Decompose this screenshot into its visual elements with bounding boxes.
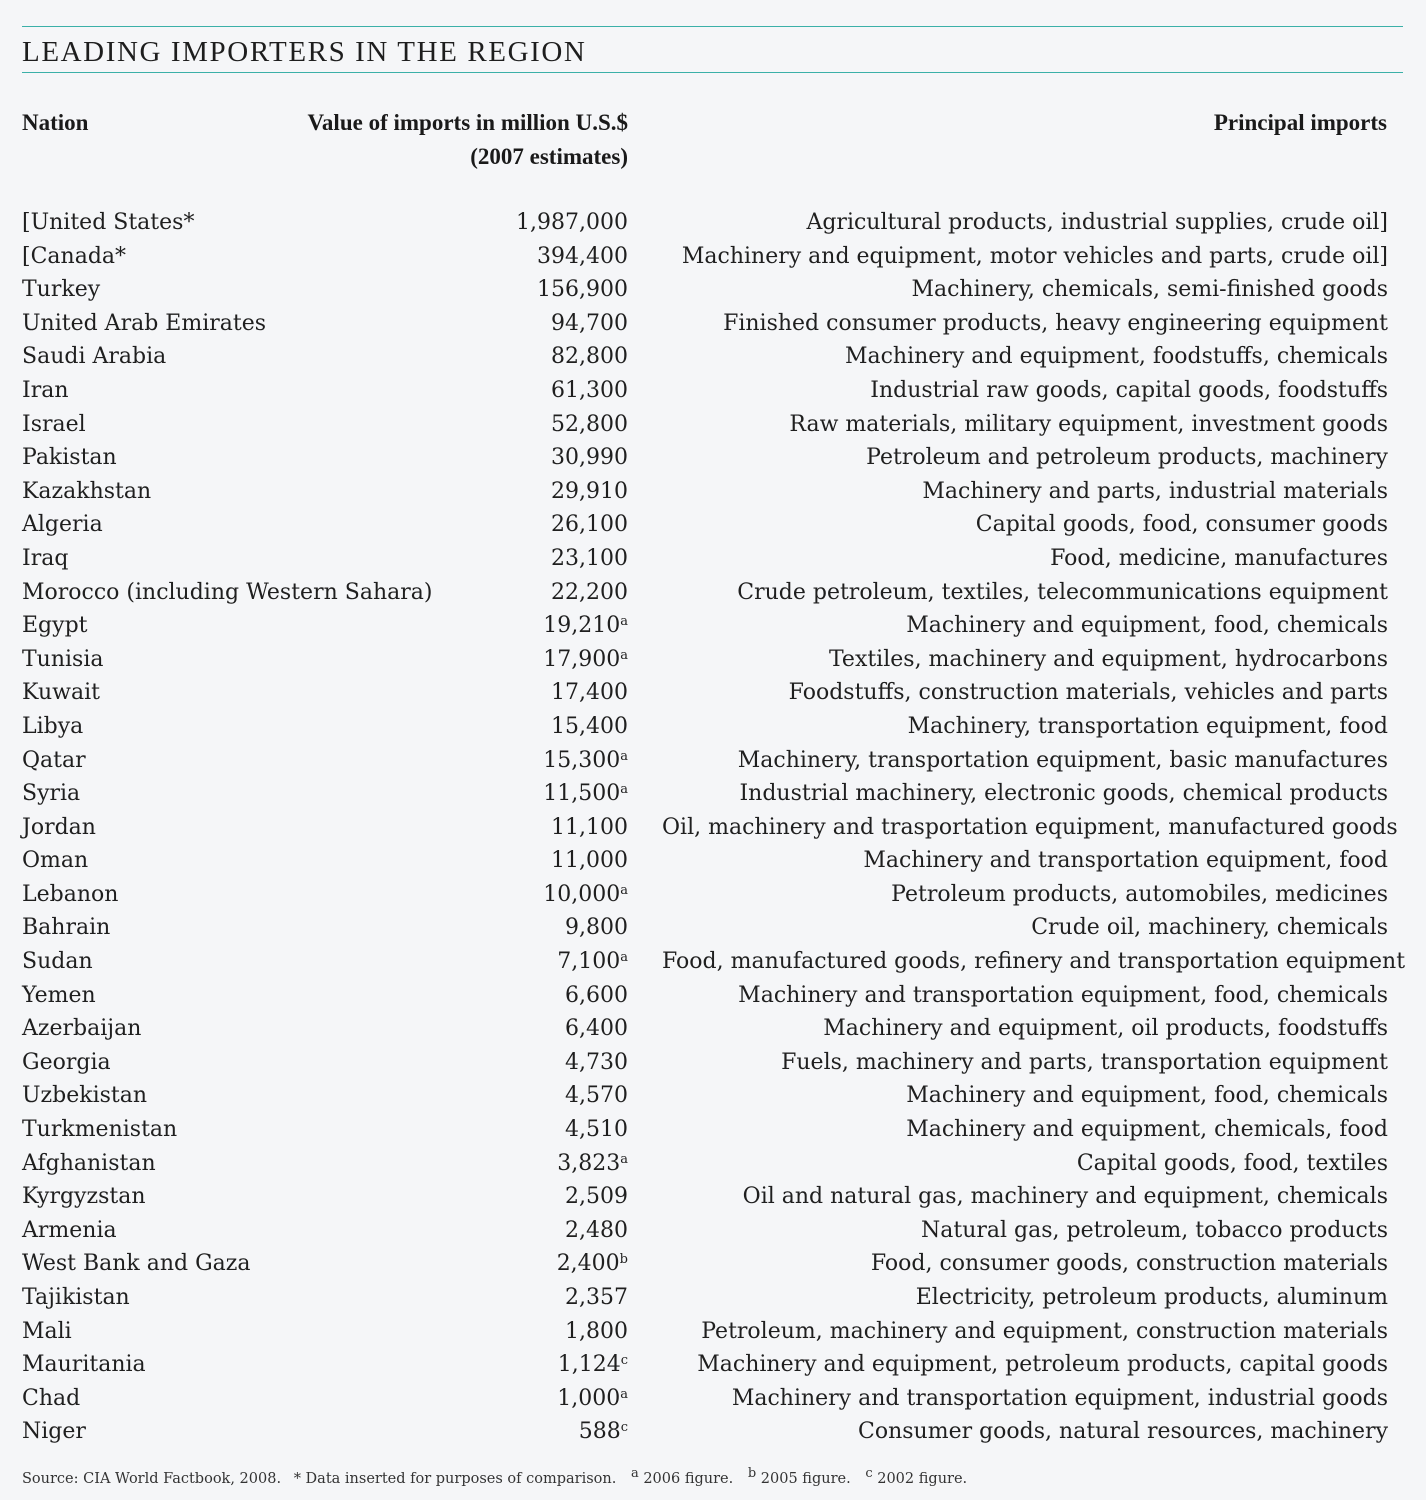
cell-value-number: 4,570 [565,1083,628,1109]
table-row [22,744,1388,778]
cell-value [322,1214,628,1248]
cell-value-number: 1,800 [565,1318,628,1344]
cell-value [322,878,628,912]
table-row [22,576,1388,610]
header-value [200,106,628,174]
cell-principal-imports: Industrial raw goods, capital goods, foodstuffs [870,377,1388,403]
cell-principal-imports: Capital goods, food, consumer goods [975,512,1388,538]
cell-principal-imports: Textiles, machinery and equipment, hydrocarbons [828,646,1388,672]
cell-nation: West Bank and Gaza [22,1251,251,1277]
cell-value-number: 156,900 [537,277,628,303]
cell-nation: Kuwait [22,680,100,706]
table-row [22,1214,1388,1248]
cell-value-number: 17,900 [543,646,621,672]
cell-value-number: 52,800 [551,411,628,437]
cell-value [322,643,628,677]
cell-nation: Egypt [22,613,88,639]
footnote-marker: a [620,614,628,630]
cell-value [322,273,628,307]
cell-principal-imports: Agricultural products, industrial supplies, crude oil] [806,210,1388,235]
cell-value-number: 61,300 [551,377,628,403]
cell-nation: Kyrgyzstan [22,1184,146,1210]
cell-value [322,475,628,509]
cell-value [322,206,628,240]
cell-nation: Libya [22,713,84,739]
cell-value-number: 394,400 [537,243,628,269]
table-row [22,811,1398,845]
cell-nation: Sudan [22,949,93,975]
cell-value-number: 23,100 [551,545,628,571]
cell-principal-imports: Fuels, machinery and parts, transportation equipment [781,1049,1388,1075]
cell-nation: Armenia [22,1217,117,1243]
cell-value [322,710,628,744]
footnote-marker: c [620,1420,628,1436]
cell-value-number: 9,800 [565,915,628,941]
cell-value-number: 29,910 [551,478,628,504]
cell-value-number: 19,210 [543,613,621,639]
cell-principal-imports: Machinery and equipment, oil products, foodstuffs [823,1016,1388,1042]
cell-nation: Oman [22,848,89,874]
cell-value [322,1147,628,1181]
cell-principal-imports: Machinery and equipment, chemicals, food [906,1117,1388,1143]
cell-principal-imports: Consumer goods, natural resources, machinery [858,1419,1388,1445]
cell-value [322,744,628,778]
cell-value-number: 2,480 [565,1217,628,1243]
cell-nation: Tunisia [22,646,104,672]
cell-value [322,777,628,811]
cell-value-number: 11,100 [551,814,628,840]
cell-nation: Chad [22,1385,81,1411]
cell-value [322,1012,628,1046]
cell-principal-imports: Petroleum, machinery and equipment, construction materials [701,1318,1388,1344]
cell-nation: Lebanon [22,881,119,907]
cell-nation: United Arab Emirates [22,310,267,336]
cell-principal-imports: Food, consumer goods, construction materials [870,1251,1388,1277]
cell-value [322,945,628,979]
cell-value-number: 2,357 [565,1285,628,1310]
table-row [22,643,1388,677]
cell-nation: Uzbekistan [22,1083,148,1109]
cell-value [322,1046,628,1080]
cell-value-number: 4,510 [565,1117,628,1143]
footnote-mark-c: c [865,1466,873,1481]
footnote-marker: a [620,1151,628,1167]
table-row [22,273,1388,307]
cell-nation: Kazakhstan [22,478,152,504]
cell-nation: Algeria [22,512,103,538]
cell-principal-imports: Machinery and equipment, motor vehicles and parts, crude oil] [681,243,1388,269]
footnote-marker: a [620,1386,628,1402]
cell-value [322,408,628,442]
cell-value [322,979,628,1013]
header-nation: Nation [22,110,89,135]
cell-principal-imports: Capital goods, food, textiles [1076,1150,1388,1176]
table-row [22,609,1388,643]
table-row [22,1247,1388,1281]
cell-principal-imports: Machinery and transportation equipment, food, chemicals [738,982,1388,1008]
cell-nation: Iraq [22,545,69,571]
cell-principal-imports: Petroleum and petroleum products, machinery [866,445,1388,471]
table-row [22,911,1388,945]
cell-value [322,576,628,610]
cell-value-number: 7,100 [557,949,621,975]
cell-value [322,508,628,542]
cell-value-number: 1,987,000 [516,210,628,235]
table-row [22,307,1388,341]
cell-principal-imports: Machinery and equipment, food, chemicals [906,1083,1388,1109]
cell-value [322,441,628,475]
table-row [22,1113,1388,1147]
footnote-text-b: 2005 figure. [760,1471,851,1487]
title-bottom-rule [22,72,1403,73]
cell-value-number: 1,124 [557,1352,621,1378]
table-row [22,1315,1388,1349]
cell-value-number: 4,730 [565,1049,628,1075]
cell-principal-imports: Food, medicine, manufactures [1050,545,1388,571]
cell-value-number: 6,400 [565,1016,628,1042]
cell-nation: Mali [22,1318,72,1344]
cell-value-number: 10,000 [543,881,621,907]
cell-nation: [Canada* [22,243,127,269]
footnote-marker: a [620,647,628,663]
cell-value [322,911,628,945]
header-value-line2: (2007 estimates) [470,144,628,169]
cell-principal-imports: Machinery, transportation equipment, basic manufactures [737,747,1388,773]
table-row [22,542,1388,576]
cell-principal-imports: Machinery and parts, industrial materials [922,478,1388,504]
cell-value [322,609,628,643]
cell-value [322,1180,628,1214]
cell-value [322,307,628,341]
footer-asterisk-note: * Data inserted for purposes of comparison. [293,1471,617,1487]
header-principal-imports: Principal imports [1213,110,1387,135]
cell-nation: Iran [22,377,69,403]
table-row [22,844,1388,878]
table-row [22,945,1406,979]
cell-nation: Jordan [22,814,96,840]
cell-nation: Yemen [22,982,96,1008]
table-row [22,1079,1388,1113]
footnote-mark-b: b [747,1466,757,1481]
cell-value-number: 11,500 [543,781,621,807]
cell-value [322,340,628,374]
cell-nation: Bahrain [22,915,111,941]
cell-value [322,1281,628,1315]
table-row [22,1415,1388,1449]
cell-value-number: 588 [578,1419,621,1445]
cell-principal-imports: Machinery and equipment, food, chemicals [906,613,1388,639]
table-row [22,374,1388,408]
table-row [22,1012,1388,1046]
table-row [22,240,1388,274]
footer-source: Source: CIA World Factbook, 2008. [22,1471,282,1487]
cell-nation: Niger [22,1419,86,1445]
table-footer [22,1466,967,1487]
cell-nation: Morocco (including Western Sahara) [22,579,433,605]
table-row [22,710,1388,744]
cell-value [322,240,628,274]
cell-value-number: 94,700 [551,310,628,336]
cell-value-number: 2,509 [565,1184,628,1210]
cell-principal-imports: Machinery and transportation equipment, industrial goods [731,1385,1388,1411]
cell-nation: Turkmenistan [22,1117,178,1143]
footnote-text-a: 2006 figure. [643,1471,734,1487]
cell-principal-imports: Foodstuffs, construction materials, vehicles and parts [788,680,1388,706]
cell-principal-imports: Electricity, petroleum products, aluminum [915,1285,1388,1310]
header-value-line1: Value of imports in million U.S.$ [307,110,628,135]
cell-value-number: 15,400 [551,713,628,739]
cell-principal-imports: Oil and natural gas, machinery and equipment, chemicals [742,1184,1388,1210]
cell-principal-imports: Raw materials, military equipment, investment goods [789,411,1388,437]
cell-value-number: 26,100 [551,512,628,538]
cell-nation: Pakistan [22,445,117,471]
table-row [22,441,1388,475]
cell-nation: [United States* [22,210,195,235]
table-row [22,1147,1388,1181]
cell-principal-imports: Finished consumer products, heavy engineering equipment [723,310,1388,336]
table-row [22,777,1388,811]
page-title: LEADING IMPORTERS IN THE REGION [22,36,587,68]
cell-value [322,1247,628,1281]
cell-nation: Syria [22,781,81,807]
importers-table-body [22,206,1406,1449]
table-row [22,1348,1388,1382]
cell-value-number: 82,800 [551,344,628,370]
cell-principal-imports: Machinery and transportation equipment, food [863,848,1388,874]
cell-value-number: 15,300 [543,747,621,773]
cell-principal-imports: Machinery, chemicals, semi-finished goods [911,277,1388,303]
cell-value-number: 22,200 [551,579,628,605]
cell-nation: Mauritania [22,1352,146,1378]
cell-value [322,811,628,845]
cell-nation: Afghanistan [22,1150,156,1176]
cell-value-number: 2,400 [556,1251,620,1277]
table-row [22,1382,1388,1416]
cell-value-number: 6,600 [565,982,628,1008]
cell-nation: Saudi Arabia [22,344,167,370]
cell-principal-imports: Natural gas, petroleum, tobacco products [920,1217,1388,1243]
cell-principal-imports: Oil, machinery and trasportation equipment, manufactured goods [662,814,1398,840]
title-top-rule [22,26,1403,27]
cell-principal-imports: Food, manufactured goods, refinery and transportation equipment [662,949,1406,975]
footnote-marker: a [620,950,628,966]
cell-principal-imports: Crude petroleum, textiles, telecommunications equipment [737,579,1388,605]
cell-nation: Turkey [22,277,101,303]
cell-nation: Georgia [22,1049,111,1075]
cell-principal-imports: Petroleum products, automobiles, medicines [891,881,1388,907]
cell-value [322,1415,628,1449]
table-row [22,508,1388,542]
cell-principal-imports: Machinery and equipment, petroleum products, capital goods [697,1352,1388,1378]
cell-value-number: 17,400 [551,680,628,706]
cell-value [322,374,628,408]
cell-nation: Tajikistan [22,1285,130,1310]
cell-value-number: 30,990 [551,445,628,471]
table-row [22,676,1388,710]
cell-principal-imports: Machinery and equipment, foodstuffs, chemicals [844,344,1388,370]
footnote-marker: a [620,748,628,764]
cell-value [322,1348,628,1382]
cell-principal-imports: Industrial machinery, electronic goods, chemical products [739,781,1388,807]
footnote-marker: c [620,1353,628,1369]
footnote-text-c: 2002 figure. [877,1471,968,1487]
footnote-mark-a: a [630,1466,639,1481]
cell-value [322,542,628,576]
table-row [22,206,1388,240]
table-row [22,1180,1388,1214]
cell-value-number: 3,823 [557,1150,621,1176]
footnote-marker: b [619,1252,628,1268]
cell-value-number: 1,000 [557,1385,621,1411]
cell-nation: Israel [22,411,86,437]
cell-value [322,1315,628,1349]
cell-value [322,1113,628,1147]
cell-value-number: 11,000 [551,848,628,874]
table-row [22,1046,1388,1080]
cell-principal-imports: Machinery, transportation equipment, food [907,713,1388,739]
cell-principal-imports: Crude oil, machinery, chemicals [1031,915,1388,941]
cell-value [322,1079,628,1113]
cell-nation: Qatar [22,747,86,773]
cell-nation: Azerbaijan [22,1016,142,1042]
footnote-marker: a [620,782,628,798]
table-row [22,979,1388,1013]
table-row [22,408,1388,442]
cell-value [322,1382,628,1416]
cell-value [322,844,628,878]
table-row [22,475,1388,509]
cell-value [322,676,628,710]
table-row [22,1281,1388,1315]
table-row [22,878,1388,912]
footnote-marker: a [620,882,628,898]
table-row [22,340,1388,374]
